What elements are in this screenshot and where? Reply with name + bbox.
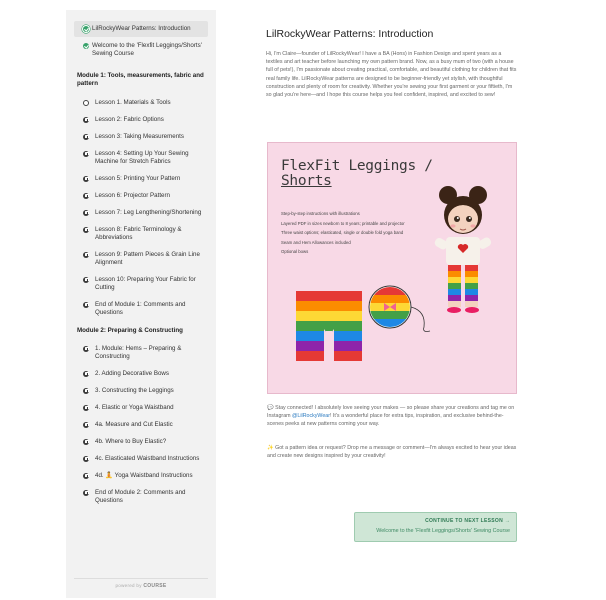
banner-feature: Layered PDF in sizes newborn to 8 years; printable and projector — [281, 220, 405, 226]
lock-icon — [83, 405, 89, 411]
lock-icon — [83, 346, 89, 352]
module-1-heading: Module 1: Tools, measurements, fabric and pattern — [77, 72, 204, 87]
sidebar-lesson-label: 3. Constructing the Leggings — [95, 387, 174, 394]
sidebar-lesson-item[interactable] — [66, 99, 216, 107]
sparkle-icon: ✨ — [267, 445, 274, 451]
sidebar-item-label: LilRockyWear Patterns: Introduction — [92, 25, 191, 32]
completed-check-icon — [83, 26, 89, 32]
continue-next-lesson-button[interactable] — [354, 512, 517, 542]
sidebar-lesson-item[interactable] — [66, 404, 216, 412]
sidebar-lesson-item[interactable] — [66, 472, 216, 480]
lock-icon — [83, 490, 89, 496]
sidebar-lesson-label: Lesson 8: Fabric Terminology & Abbreviations — [95, 226, 182, 241]
stay-connected-text-end: ! It's a wonderful place for extra tips, inspiration, and exclusive behind-the-scenes peeks at new patterns coming your way. — [267, 413, 504, 428]
sidebar-lesson-label: Lesson 5: Printing Your Pattern — [95, 175, 181, 182]
continue-label: CONTINUE TO NEXT LESSON → — [425, 518, 510, 524]
lock-icon — [83, 277, 89, 283]
sidebar-lesson-label: 1. Module: Hems – Preparing & Constructing — [95, 345, 182, 360]
sidebar-lesson-item[interactable] — [66, 387, 216, 395]
banner-title-line: FlexFit Leggings / — [281, 158, 433, 174]
banner-title — [281, 159, 433, 189]
lock-icon — [83, 371, 89, 377]
lock-icon — [83, 210, 89, 216]
speech-bubble-icon: 💬 — [267, 405, 274, 411]
sidebar-lesson-item[interactable] — [66, 192, 216, 200]
sidebar-lesson-item[interactable] — [66, 370, 216, 378]
lock-icon — [83, 302, 89, 308]
sidebar-lesson-label: Lesson 4: Setting Up Your Sewing Machine for Stretch Fabrics — [95, 150, 189, 165]
incomplete-circle-icon — [83, 100, 89, 106]
sidebar-lesson-label: 2. Adding Decorative Bows — [95, 370, 169, 377]
course-sidebar — [66, 10, 216, 598]
flexfit-banner-image — [267, 142, 517, 394]
sidebar-lesson-label: Lesson 2: Fabric Options — [95, 116, 164, 123]
pattern-idea-paragraph — [267, 444, 517, 460]
lock-icon — [83, 117, 89, 123]
next-lesson-title: Welcome to the 'Flexfit Leggings/Shorts' Sewing Course — [376, 528, 510, 534]
lock-icon — [83, 252, 89, 258]
sidebar-lesson-item[interactable] — [66, 276, 216, 292]
sidebar-lesson-label: Lesson 9: Pattern Pieces & Grain Line Alignment — [95, 251, 200, 266]
sidebar-lesson-label: 4b. Where to Buy Elastic? — [95, 438, 167, 445]
banner-feature: Seam and Hem Allowances included — [281, 239, 351, 245]
sidebar-item-introduction[interactable] — [74, 21, 208, 37]
lock-icon — [83, 227, 89, 233]
lock-icon — [83, 193, 89, 199]
lock-icon — [83, 151, 89, 157]
module-2-heading: Module 2: Preparing & Constructing — [77, 327, 183, 334]
lock-icon — [83, 473, 89, 479]
sidebar-lesson-item[interactable] — [66, 421, 216, 429]
sidebar-item-label: Welcome to the 'Flexfit Leggings/Shorts' Sewing Course — [92, 42, 202, 57]
lock-icon — [83, 176, 89, 182]
powered-by-footer — [74, 578, 208, 589]
banner-title-line: Shorts — [281, 173, 332, 189]
sidebar-lesson-item[interactable] — [66, 455, 216, 463]
lock-icon — [83, 134, 89, 140]
lock-icon — [83, 439, 89, 445]
instagram-handle-link[interactable]: @LilRockyWear — [292, 413, 330, 420]
stay-connected-paragraph — [267, 404, 517, 429]
sidebar-lesson-item[interactable] — [66, 489, 216, 505]
sidebar-lesson-item[interactable] — [66, 116, 216, 124]
module-1-lesson-list — [66, 99, 216, 317]
banner-feature: Three waist options; elasticated, single or double fold yoga band — [281, 230, 404, 236]
banner-feature: Step-by-step instructions with illustrations — [281, 211, 360, 216]
sidebar-lesson-label: Lesson 7: Leg Lengthening/Shortening — [95, 209, 202, 216]
sidebar-lesson-item[interactable] — [66, 251, 216, 267]
sidebar-lesson-label: Lesson 3: Taking Measurements — [95, 133, 184, 140]
bow-detail-illustration — [366, 281, 436, 337]
sidebar-lesson-item[interactable] — [66, 226, 216, 242]
sidebar-lesson-label: Lesson 1. Materials & Tools — [95, 99, 171, 106]
page-title: LilRockyWear Patterns: Introduction — [266, 28, 434, 40]
lock-icon — [83, 422, 89, 428]
course-brand-logo: COURSE — [143, 583, 167, 589]
intro-paragraph: Hi, I'm Claire—founder of LilRockyWear! I have a BA (Hons) in Fashion Design and spent years as a textiles and art teacher before launching my own pattern brand. Now, as a busy mum of two (with a house full of pets!), I'm passionate about creating practical, comfortable, and beautiful clothing for children that fits real family life. LilRockyWear patterns are designed to be beginner-friendly yet stylish, with thoughtful construction and plenty of room for creativity. Whether you're sewing your first garment or your fiftieth, I'm so glad you're here—and I hope this course helps you feel confident, inspired, and excited to sew! — [266, 51, 517, 99]
banner-feature: Optional bows — [281, 249, 309, 255]
lesson-content — [266, 28, 518, 99]
completed-check-icon — [83, 43, 89, 49]
sidebar-lesson-item[interactable] — [66, 175, 216, 183]
sidebar-lesson-label: 4a. Measure and Cut Elastic — [95, 421, 173, 428]
sidebar-lesson-label: End of Module 1: Comments and Questions — [95, 301, 186, 316]
sidebar-item-welcome[interactable] — [66, 42, 216, 58]
sidebar-lesson-label: Lesson 6: Projector Pattern — [95, 192, 170, 199]
stay-connected-text: Stay connected! I absolutely love seeing your makes — so please share your creations and tag me on Instagram — [267, 405, 515, 420]
sidebar-lesson-item[interactable] — [66, 301, 216, 317]
sidebar-lesson-label: 4d. 🧘 Yoga Waistband Instructions — [95, 472, 193, 479]
lock-icon — [83, 456, 89, 462]
sidebar-lesson-label: 4c. Elasticated Waistband Instructions — [95, 455, 200, 462]
sidebar-lesson-item[interactable] — [66, 209, 216, 217]
lock-icon — [83, 388, 89, 394]
sidebar-lesson-label: End of Module 2: Comments and Questions — [95, 489, 186, 504]
banner-feature-list — [281, 209, 405, 257]
sidebar-lesson-item[interactable] — [66, 133, 216, 141]
sidebar-lesson-label: 4. Elastic or Yoga Waistband — [95, 404, 174, 411]
sidebar-lesson-item[interactable] — [66, 438, 216, 446]
sidebar-lesson-item[interactable] — [66, 345, 216, 361]
sidebar-lesson-item[interactable] — [66, 150, 216, 166]
module-2-lesson-list — [66, 345, 216, 505]
shorts-illustration — [296, 291, 362, 369]
powered-by-text: powered by — [115, 583, 142, 588]
sidebar-lesson-label: Lesson 10: Preparing Your Fabric for Cutting — [95, 276, 196, 291]
pattern-idea-text: Got a pattern idea or request? Drop me a message or comment—I'm always excited to hear your ideas and create new designs inspired by your creativity! — [267, 445, 517, 460]
